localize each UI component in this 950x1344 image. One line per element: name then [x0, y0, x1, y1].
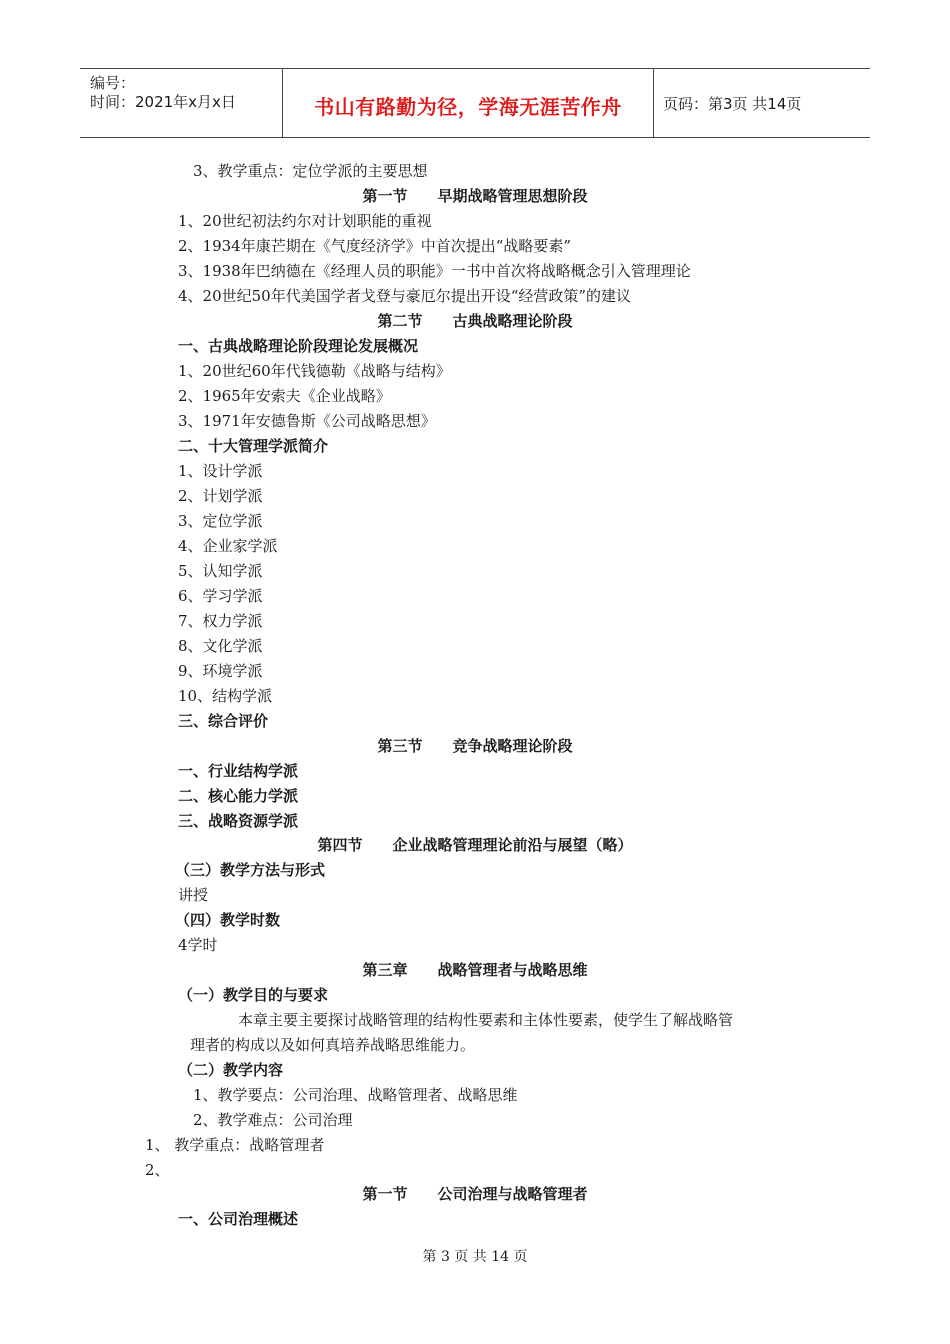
- section-number: 第三节: [377, 737, 423, 755]
- number-label: 编号：: [90, 74, 136, 92]
- text-line: 1、20世纪初法约尔对计划职能的重视: [178, 212, 432, 230]
- list-item: 10、结构学派: [178, 687, 273, 705]
- paragraph-line: 本章主要主要探讨战略管理的结构性要素和主体性要素，使学生了解战略管: [238, 1011, 734, 1029]
- text-line: 3、1971年安德鲁斯《公司战略思想》: [178, 412, 436, 430]
- text-line: 讲授: [178, 886, 209, 904]
- section-heading: [0, 736, 950, 756]
- page-footer: 第 3 页 共 14 页: [422, 1249, 528, 1265]
- text-line: 4学时: [178, 936, 218, 954]
- subheading: 一、行业结构学派: [178, 762, 299, 780]
- text-line: 1、 教学重点：战略管理者: [145, 1136, 325, 1154]
- section-heading: [0, 1184, 950, 1204]
- chapter-title: 战略管理者与战略思维: [437, 961, 588, 979]
- text-line: 2、1934年康芒期在《气度经济学》中首次提出“战略要素”: [178, 237, 572, 255]
- text-line: 4、20世纪50年代美国学者戈登与豪厄尔提出开设“经营政策”的建议: [178, 287, 632, 305]
- subheading: 三、战略资源学派: [178, 812, 299, 830]
- section-heading: [0, 835, 950, 855]
- section-heading: [0, 311, 950, 331]
- section-heading: [0, 186, 950, 206]
- list-item: 6、学习学派: [178, 587, 263, 605]
- text-line: 2、: [145, 1161, 170, 1179]
- list-item: 2、计划学派: [178, 487, 263, 505]
- page-header: [80, 68, 870, 138]
- paragraph-line: 理者的构成以及如何真培养战略思维能力。: [190, 1036, 476, 1054]
- chapter-heading: [0, 960, 950, 980]
- section-number: 第二节: [377, 312, 423, 330]
- section-number: 第一节: [362, 187, 408, 205]
- text-line: 2、1965年安索夫《企业战略》: [178, 387, 391, 405]
- header-page-cell: [653, 69, 870, 137]
- subheading: 二、核心能力学派: [178, 787, 299, 805]
- list-item: 1、设计学派: [178, 462, 263, 480]
- section-number: 第四节: [317, 836, 363, 854]
- section-title: 早期战略管理思想阶段: [437, 187, 588, 205]
- subheading: 一、公司治理概述: [178, 1210, 299, 1228]
- header-motto-cell: [282, 69, 654, 137]
- subheading: （三）教学方法与形式: [175, 861, 326, 879]
- text-line: 1、教学要点：公司治理、战略管理者、战略思维: [193, 1086, 518, 1104]
- text-line: 2、教学难点：公司治理: [193, 1111, 353, 1129]
- header-info-cell: [80, 69, 282, 137]
- list-item: 4、企业家学派: [178, 537, 278, 555]
- list-item: 5、认知学派: [178, 562, 263, 580]
- list-item: 7、权力学派: [178, 612, 263, 630]
- text-line: 3、教学重点：定位学派的主要思想: [193, 162, 428, 180]
- subheading: （二）教学内容: [178, 1061, 284, 1079]
- section-title: 企业战略管理理论前沿与展望（略）: [392, 836, 633, 854]
- list-item: 8、文化学派: [178, 637, 263, 655]
- subheading: 二、十大管理学派简介: [178, 437, 329, 455]
- subheading: 三、综合评价: [178, 712, 269, 730]
- subheading: 一、古典战略理论阶段理论发展概况: [178, 337, 419, 355]
- subheading: （四）教学时数: [175, 911, 281, 929]
- chapter-number: 第三章: [362, 961, 408, 979]
- list-item: 3、定位学派: [178, 512, 263, 530]
- section-title: 竞争战略理论阶段: [452, 737, 573, 755]
- section-title: 公司治理与战略管理者: [437, 1185, 588, 1203]
- subheading: （一）教学目的与要求: [178, 986, 329, 1004]
- motto: 书山有路勤为径，学海无涯苦作舟: [314, 95, 622, 119]
- section-number: 第一节: [362, 1185, 408, 1203]
- text-line: 3、1938年巴纳德在《经理人员的职能》一书中首次将战略概念引入管理理论: [178, 262, 691, 280]
- page-label: 页码：第3页 共14页: [663, 95, 802, 113]
- section-title: 古典战略理论阶段: [452, 312, 573, 330]
- list-item: 9、环境学派: [178, 662, 263, 680]
- time-label: 时间：2021年x月x日: [90, 93, 236, 111]
- text-line: 1、20世纪60年代钱德勒《战略与结构》: [178, 362, 451, 380]
